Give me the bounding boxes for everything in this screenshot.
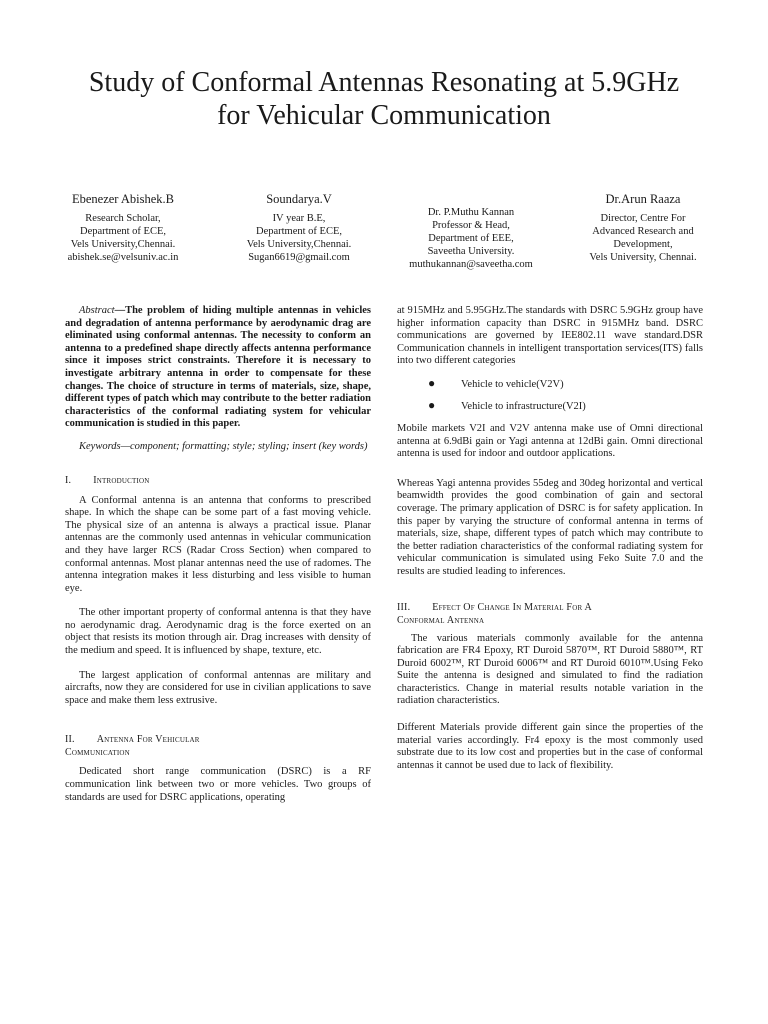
author-name: Dr. P.Muthu Kannan	[427, 207, 515, 218]
dsrc-paragraph-1-cont: at 915MHz and 5.95GHz.The standards with DSRC 5.9GHz group have higher information capacity than DSRC in 915MHz band. DSRC communications are governed by IEE802.11 wave standard.DSR Communication channels in intelligent transportation services(ITS) falls into two different categories	[397, 305, 703, 367]
author-affiliation: Vels University,Chennai.	[246, 239, 352, 250]
intro-paragraph-2: The other important property of conformal antenna is that they have no aerodynamic drag. Aerodynamic drag is the force exerted on an object that resists its motion through air. Drag increases with density of the medium and speed. It is influenced by shape, texture, etc.	[65, 607, 371, 657]
list-item-text: Vehicle to vehicle(V2V)	[461, 378, 564, 390]
abstract-label: Abstract	[79, 305, 115, 316]
author-name: Ebenezer Abishek.B	[71, 192, 175, 206]
abstract-text: The problem of hiding multiple antennas in vehicles and degradation of antenna performance by aerodynamic drag are eliminated using conformal antennas. The necessity to conform an antenna to a predefined shape directly affects antenna performance since it imposes strict constraints. Therefore it is necessary to investigate arbitrary antenna in order to compensate for these changes. The choice of structure in terms of materials, size, shape, different types of patch which may contribute to the better radiation characteristics of the conformal radiating system for vehicular communication is studied in this paper.	[65, 305, 371, 430]
author-affiliation: Department of ECE,	[79, 226, 166, 237]
title-line-1: Study of Conformal Antennas Resonating at 5.9GHz	[88, 67, 680, 98]
author-affiliation: Research Scholar,	[85, 213, 161, 224]
keywords: Keywords—component; formatting; style; styling; insert (key words)	[79, 440, 368, 452]
bullet-icon: ●	[428, 397, 436, 412]
author-name: Soundarya.V	[266, 192, 332, 206]
section-heading-antenna-vehicular	[65, 733, 371, 759]
bullet-icon: ●	[428, 375, 436, 390]
material-paragraph-1: The various materials commonly available for the antenna fabrication are FR4 Epoxy, RT Duroid 5870™, RT Duroid 5880™, RT Duroid 6002™, RT Duroid 6006™ and RT Duroid 6010™.Using Feko Suite the antenna is designed and simulated to find the radiation characteristics. Change in material results notable variation in the radiation characteristics.	[397, 632, 703, 707]
author-block-2	[204, 191, 394, 264]
section-heading-introduction	[65, 474, 371, 487]
dsrc-paragraph-3: Whereas Yagi antenna provides 55deg and 30deg horizontal and vertical beamwidth provides the good combination of gain and sectoral coverage. The primary application of DSRC is for safety application. In this paper by varying the structure of conformal antenna in terms of materials, size, shape, different types of patch which may contribute to the better radiation characteristics of the conformal radiating system for vehicular communication is simulated using Feko Suite 7.0 and the results are studied leading to inferences.	[397, 477, 703, 577]
section-title: Effect Of Change In Material For A	[432, 601, 592, 613]
dsrc-paragraph-2: Mobile markets V2I and V2V antenna make use of Omni directional antenna at 6.9dBi gain or Yagi antenna at 12dBi gain. Omni directional antenna is used for indoor and outdoor applications.	[397, 422, 703, 460]
section-number: I.	[65, 474, 72, 486]
author-affiliation: Vels University,Chennai.	[70, 239, 176, 250]
abstract	[65, 305, 371, 431]
author-affiliation: Director, Centre For	[600, 213, 686, 224]
author-name: Dr.Arun Raaza	[605, 192, 681, 206]
right-column	[397, 305, 703, 772]
section-title-cont: Conformal Antenna	[397, 614, 485, 626]
author-block-1	[28, 191, 218, 264]
author-block-4	[548, 191, 738, 264]
author-affiliation: Vels University, Chennai.	[589, 252, 697, 263]
author-email: Sugan6619@gmail.com	[248, 252, 350, 263]
list-item	[397, 397, 703, 413]
intro-paragraph-3: The largest application of conformal antennas are military and aircrafts, now they are considered for use in civilian applications to save space and make them less extrusive.	[65, 669, 371, 706]
intro-paragraph-1: A Conformal antenna is an antenna that conforms to prescribed shape. In which the shape can be some part of a fast moving vehicle. The physical size of an antenna is always a practical issue. Planar antennas are the commonly used antennas in vehicular communication and they have larger RCS (Radar Cross Section) when compared to conformal antennas. Most planar antennas need the use of radomes. The antenna integration makes it less disturbing and less visible to human eye.	[65, 494, 371, 594]
author-affiliation: Professor & Head,	[432, 220, 510, 231]
list-item	[397, 375, 703, 391]
title-line-2: for Vehicular Communication	[217, 100, 551, 131]
section-number: III.	[397, 601, 411, 613]
author-affiliation: Advanced Research and	[592, 226, 694, 237]
section-heading-material-effect	[397, 601, 703, 627]
abstract-dash: —	[114, 305, 126, 316]
author-affiliation: Development,	[613, 239, 673, 250]
category-list	[397, 375, 703, 413]
dsrc-paragraph-1: Dedicated short range communication (DSRC) is a RF communication link between two or more vehicles. Two groups of standards are used for DSRC applications, operating	[65, 766, 371, 803]
paper-title	[40, 66, 728, 132]
material-paragraph-2: Different Materials provide different gain since the properties of the material varies accordingly. Fr4 epoxy is the most commonly used substrate due to its low cost and properties but in the case of conformal antennas it cannot be used due to lack of flexibility.	[397, 722, 703, 771]
section-title-cont: Communication	[65, 747, 130, 759]
author-affiliation: IV year B.E,	[272, 213, 326, 224]
author-affiliation: Department of ECE,	[255, 226, 342, 237]
list-item-text: Vehicle to infrastructure(V2I)	[461, 400, 586, 412]
section-title: Introduction	[93, 474, 150, 486]
author-affiliation: Saveetha University.	[427, 246, 515, 257]
author-email: abishek.se@velsuniv.ac.in	[67, 252, 179, 263]
left-column	[65, 305, 371, 804]
author-block-3	[376, 206, 566, 271]
author-affiliation: Department of EEE,	[428, 233, 514, 244]
author-email: muthukannan@saveetha.com	[409, 259, 533, 270]
section-number: II.	[65, 734, 75, 746]
section-title: Antenna For Vehicular	[96, 734, 200, 746]
